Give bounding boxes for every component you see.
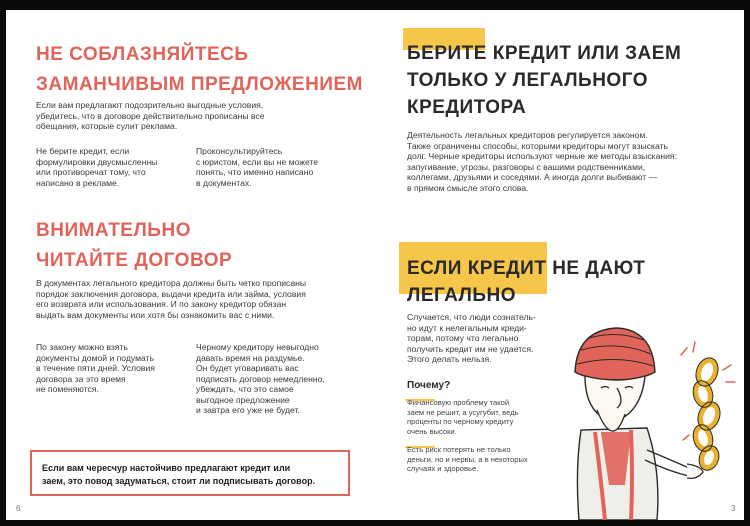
text-line: Также ограничены способы, которыми кредиторы могут взыскать [407,140,668,151]
refusal-paragraph [407,312,536,365]
text-line: запугивание, угрозы, разговоры с вашими родственниками, [407,161,646,172]
text-line: написано в рекламе. [36,177,120,188]
heading-read-contract [36,216,232,276]
text-line: долг. Черные кредиторы используют черные же методы взыскания: [407,151,677,161]
text-line: Финансовую проблему такой [407,398,510,407]
text-line: не поменяются. [36,384,99,394]
text-line: Если вам чересчур настойчиво предлагают кредит или [42,463,291,473]
why-reason-1 [407,398,519,436]
text-line: и завтра его уже не будет. [196,405,300,415]
heading-line: НЕ СОБЛАЗНЯЙТЕСЬ [36,44,249,65]
legal-paragraph [407,130,677,193]
text-line: договора за это время [36,373,126,384]
why-heading: Почему? [407,380,451,391]
text-line: получить кредит им не удается. [407,343,534,354]
law-column-left [36,342,155,395]
advice-column-left [36,146,157,188]
text-line: в документах. [196,177,252,188]
text-line: По закону можно взять [36,342,128,352]
text-line: Если вам предлагают подозрительно выгодные условия, [36,100,264,110]
heading-line: ЕСЛИ КРЕДИТ НЕ ДАЮТ [407,258,646,279]
warning-box [30,450,350,496]
text-line: Деятельность легальных кредиторов регулируется законом. [407,130,648,140]
right-page [375,10,744,520]
advice-column-right [196,146,318,188]
booklet-spread [6,10,744,520]
heading-no-legal-credit [407,255,645,309]
text-line: торам, потому что легально [407,333,519,343]
text-line: в течение пяти дней. Условия [36,363,155,373]
text-line: убедитесь, что в договоре действительно прописаны все [36,110,265,121]
text-line: обещания, которые сулит реклама. [36,121,178,131]
gold-chain-icon [693,358,720,470]
text-line: Черному кредитору невыгодно [196,342,319,352]
text-line: Проконсультируйтесь [196,146,283,156]
text-line: формулировки двусмысленны [36,156,158,167]
text-line: выгодное предложение [196,394,290,405]
page-number: 3 [731,504,736,513]
text-line: но идут к нелегальным креди- [407,322,527,333]
text-line: давать время на раздумье. [196,352,305,363]
text-line: очень высоки. [407,426,457,436]
text-line: Есть риск потерять не только [407,445,511,454]
why-reason-2 [407,445,528,474]
text-line: понять, что именно написано [196,167,314,177]
heading-line: ЧИТАЙТЕ ДОГОВОР [36,250,233,271]
heading-line: ВНИМАТЕЛЬНО [36,220,191,241]
text-line: проценты по черному кредиту [407,417,514,427]
heading-dont-be-tempted [36,40,363,100]
text-line: или противоречат тому, что [36,167,146,177]
text-line: его возврата или использования. И по закону кредитор обязан [36,299,287,309]
text-line: В документах легального кредитора должны быть четко прописаны [36,278,307,288]
text-line: убеждать, что это самое [196,384,294,394]
text-line: заем, это повод задуматься, стоит ли подписывать договор. [42,476,316,486]
warning-text [42,462,315,488]
genie-with-gold-chain-illustration [561,310,741,520]
text-line: выдать вам документы или хотя бы ознакомить вас с ними. [36,309,275,320]
text-line: с юристом, если вы не можете [196,156,319,167]
text-line: Этого делать нельзя. [407,354,492,364]
heading-line: ЛЕГАЛЬНО [407,285,517,306]
heading-line: ТОЛЬКО У ЛЕГАЛЬНОГО [407,70,648,91]
text-line: подписать договор немедленно, [196,373,325,384]
text-line: Он будет уговаривать вас [196,363,299,373]
heading-legal-creditor [407,40,681,121]
contract-paragraph [36,278,306,320]
heading-line: КРЕДИТОРА [407,97,527,118]
text-line: заем не решит, а усугубит, ведь [407,407,519,417]
text-line: Не берите кредит, если [36,146,130,156]
law-column-right [196,342,325,416]
intro-paragraph [36,100,264,132]
text-line: порядок заключения договора, выдачи кредита или займа, условия [36,288,306,299]
page-number: 6 [16,504,21,513]
text-line: случаях и здоровье. [407,464,479,474]
text-line: деньги, но и нервы, а в некоторых [407,454,528,464]
text-line: документы домой и подумать [36,352,155,363]
text-line: Случается, что люди сознатель- [407,312,536,322]
text-line: коллегами, друзьями и соседями. А иногда долги выбивают — [407,172,658,182]
heading-line: БЕРИТЕ КРЕДИТ ИЛИ ЗАЕМ [407,43,682,64]
left-page [6,10,375,520]
text-line: в прямом смысле этого слова. [407,182,529,193]
heading-line: ЗАМАНЧИВЫМ ПРЕДЛОЖЕНИЕМ [36,74,363,95]
